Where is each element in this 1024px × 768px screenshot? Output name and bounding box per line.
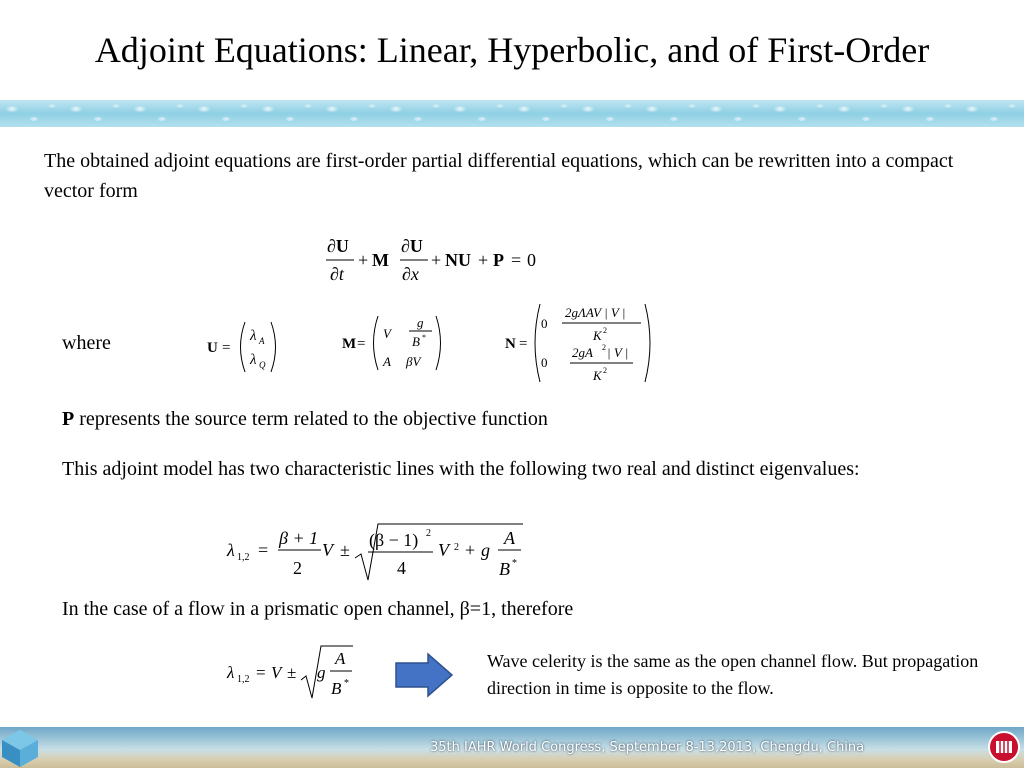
eq-m: M: [372, 250, 389, 270]
eq-plus-1: +: [358, 250, 369, 270]
svg-text:U: U: [207, 340, 218, 356]
svg-text:1,2: 1,2: [237, 552, 250, 563]
wave-celerity-note: Wave celerity is the same as the open channel flow. But propagation direction in time is opposite to the flow.: [487, 651, 979, 698]
svg-text:| V |: | V |: [607, 345, 629, 360]
svg-text:0: 0: [541, 355, 548, 370]
svg-text:B: B: [412, 334, 420, 349]
svg-text:2: 2: [602, 343, 606, 352]
main-equation: [318, 232, 558, 288]
svg-text:=: =: [258, 540, 269, 560]
svg-text:(β − 1): (β − 1): [369, 530, 419, 550]
intro-paragraph: The obtained adjoint equations are first-order partial differential equations, which can be rewritten into a compact vector form: [44, 150, 954, 202]
svg-text:*: *: [344, 678, 349, 689]
eq-dx: ∂x: [402, 264, 419, 284]
svg-text:A: A: [504, 528, 515, 548]
svg-text:g: g: [417, 315, 424, 330]
svg-text:=: =: [519, 336, 528, 352]
svg-text:V: V: [438, 540, 449, 560]
svg-text:Q: Q: [259, 360, 266, 370]
eq-p: P: [493, 250, 504, 270]
svg-text:2: 2: [454, 542, 459, 553]
prismatic-channel-text: In the case of a flow in a prismatic open channel, β=1, therefore: [62, 598, 574, 620]
footer-conference-text: 35th IAHR World Congress, September 8-13,2013, Chengdu, China: [430, 740, 865, 755]
eigenvalue-equation: [225, 522, 530, 584]
simplified-eigenvalue-equation: [225, 642, 360, 702]
eq-du-1: ∂U: [327, 236, 349, 256]
cube-logo-icon: [0, 727, 40, 768]
svg-text:+: +: [465, 540, 476, 560]
svg-text:N: N: [505, 336, 516, 352]
svg-text:βV: βV: [406, 354, 421, 369]
svg-text:B: B: [331, 679, 342, 698]
svg-text:V: V: [383, 326, 391, 341]
svg-text:K: K: [593, 328, 602, 343]
svg-text:4: 4: [397, 558, 406, 578]
svg-text:A: A: [383, 354, 391, 369]
right-arrow-icon: [394, 652, 454, 698]
svg-text:V: V: [271, 663, 282, 682]
p-description-text: represents the source term related to the objective function: [74, 408, 548, 430]
eq-zero: 0: [527, 250, 536, 270]
svg-text:2: 2: [293, 558, 302, 578]
svg-text:0: 0: [541, 316, 548, 331]
eq-plus-2: +: [431, 250, 442, 270]
svg-text:A: A: [335, 649, 346, 668]
n-matrix: [505, 300, 660, 386]
svg-text:K: K: [593, 368, 602, 383]
svg-text:±: ±: [340, 540, 350, 560]
svg-text:B: B: [499, 559, 510, 579]
p-symbol: P: [62, 408, 75, 430]
svg-text:λ: λ: [227, 663, 235, 682]
svg-text:2: 2: [603, 366, 607, 375]
svg-text:A: A: [259, 336, 265, 346]
svg-text:β + 1: β + 1: [279, 528, 319, 548]
svg-text:=: =: [357, 336, 366, 352]
svg-text:M: M: [342, 336, 357, 352]
svg-text:±: ±: [287, 663, 297, 682]
svg-text:2gΛAV | V |: 2gΛAV | V |: [565, 305, 626, 320]
m-matrix: [340, 312, 450, 374]
svg-text:*: *: [422, 333, 426, 342]
svg-text:*: *: [512, 558, 517, 569]
svg-text:1,2: 1,2: [237, 674, 250, 685]
svg-text:2: 2: [426, 528, 431, 539]
svg-text:2: 2: [603, 326, 607, 335]
eq-plus-3: +: [478, 250, 489, 270]
eq-equals: =: [511, 250, 522, 270]
university-seal-icon: [987, 728, 1021, 766]
where-label: where: [62, 332, 111, 354]
svg-text:=: =: [256, 663, 266, 682]
u-vector: [205, 318, 285, 376]
p-description: [62, 404, 548, 434]
slide-title: Adjoint Equations: Linear, Hyperbolic, and of First-Order: [94, 30, 930, 70]
svg-text:λ: λ: [227, 540, 235, 560]
eq-nu: NU: [445, 250, 471, 270]
svg-text:V: V: [322, 540, 333, 560]
eq-dt: ∂t: [330, 264, 344, 284]
eq-du-2: ∂U: [401, 236, 423, 256]
svg-text:λ: λ: [250, 328, 257, 344]
svg-text:g: g: [317, 663, 326, 682]
svg-text:2gA: 2gA: [572, 345, 593, 360]
svg-text:g: g: [481, 540, 490, 560]
eigenvalue-intro: This adjoint model has two characteristic lines with the following two real and distinct eigenvalues:: [62, 458, 860, 480]
water-banner: [0, 100, 1024, 127]
svg-text:λ: λ: [250, 352, 257, 368]
svg-text:=: =: [222, 340, 231, 356]
